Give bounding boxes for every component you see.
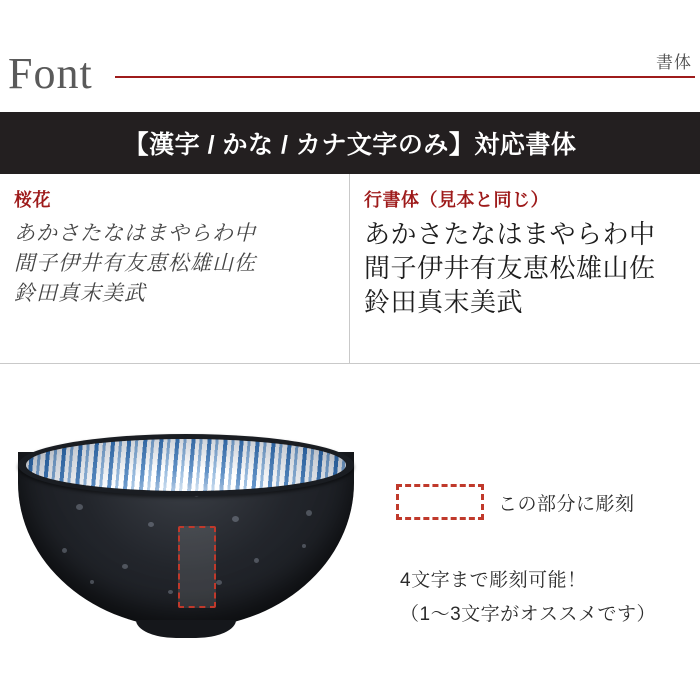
font-name-label: 行書体（見本と同じ） — [364, 190, 549, 210]
header-divider-rule — [115, 76, 695, 78]
engraving-note-line: （1〜3文字がオススメです） — [400, 604, 656, 625]
header-subtitle: 書体 — [656, 53, 692, 72]
bowl-rim — [18, 434, 354, 496]
bowl-interior-shading — [26, 439, 346, 491]
font-name-label: 桜花 — [14, 190, 51, 210]
bowl-foot — [136, 620, 236, 638]
rice-bowl-illustration — [18, 434, 354, 634]
section-banner: 【漢字 / かな / カナ文字のみ】対応書体 — [0, 112, 700, 174]
engraving-notes — [400, 564, 656, 632]
engraving-info-section — [0, 364, 700, 700]
font-samples — [0, 174, 700, 364]
font-sample-line: 鈴田真末美武 — [14, 281, 146, 305]
product-photo — [10, 414, 360, 654]
font-sample-text — [364, 218, 690, 320]
font-sample-line: 鈴田真末美武 — [364, 288, 524, 318]
dashed-box-icon — [396, 484, 484, 520]
page-header — [0, 0, 700, 112]
font-sample-line: 間子伊井有友恵松雄山佐 — [364, 254, 656, 284]
page-title: Font — [8, 49, 93, 98]
engraving-area-marker — [178, 526, 216, 608]
font-sample-line: 間子伊井有友恵松雄山佐 — [14, 251, 256, 275]
font-sample-sakurabana — [0, 174, 350, 364]
engraving-legend — [396, 484, 635, 520]
engraving-note-line: 4文字まで彫刻可能！ — [400, 570, 587, 591]
font-sample-line: あかさたなはまやらわ中 — [14, 221, 256, 245]
font-sample-line: あかさたなはまやらわ中 — [364, 220, 656, 250]
engraving-legend-label: この部分に彫刻 — [498, 493, 635, 515]
font-sample-text — [14, 218, 339, 308]
bowl-interior-pattern — [26, 439, 346, 491]
font-sample-gyoushotai — [350, 174, 700, 364]
